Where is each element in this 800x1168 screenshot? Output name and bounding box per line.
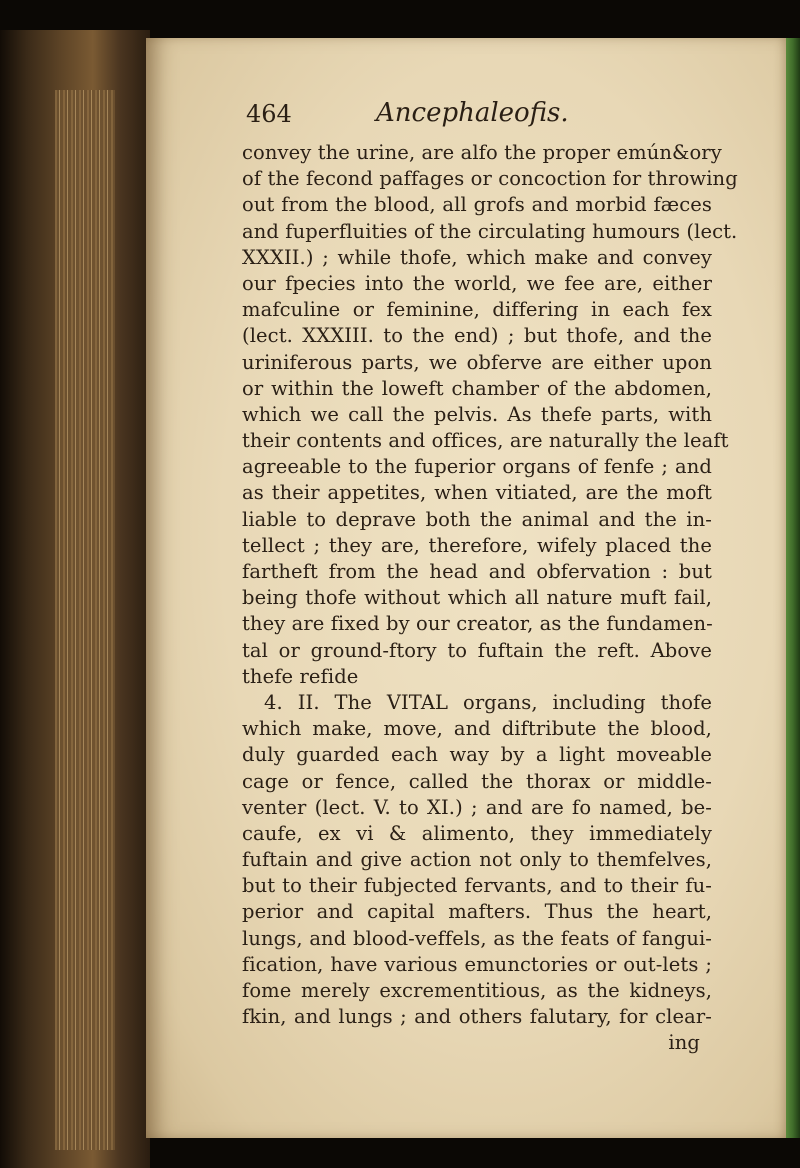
running-head: Ancephaleofis.	[376, 98, 569, 128]
text-line: cage or fence, called the thorax or middle-	[242, 769, 712, 793]
text-line: fuftain and give action not only to themfelves,	[242, 848, 712, 872]
text-line: fkin, and lungs ; and others falutary, for clear-	[242, 1005, 712, 1029]
text-line: agreeable to the fuperior organs of fenfe ; and	[242, 455, 712, 479]
text-line: duly guarded each way by a light moveable	[242, 743, 712, 767]
text-line: as their appetites, when vitiated, are the moft	[242, 481, 712, 505]
text-line: venter (lect. V. to XI.) ; and are fo named, be-	[242, 795, 712, 819]
book-binding	[0, 30, 150, 1168]
text-line: their contents and offices, are naturally the leaft	[242, 429, 729, 453]
text-line: fome merely excrementitious, as the kidneys,	[242, 979, 712, 1002]
text-line: out from the blood, all grofs and morbid fæces	[242, 193, 712, 217]
catchword: ing	[668, 1031, 700, 1055]
body-text	[242, 140, 738, 1057]
text-line: thefe refide	[242, 664, 359, 688]
text-line: fication, have various emunctories or out-lets ;	[242, 952, 712, 976]
text-line: but to their fubjected fervants, and to their fu-	[242, 874, 712, 898]
book-page	[146, 38, 786, 1138]
right-cover-edge	[786, 38, 800, 1138]
text-line: they are fixed by our creator, as the fundamen-	[242, 612, 713, 636]
text-line: caufe, ex vi & alimento, they immediately	[242, 821, 712, 845]
text-line: uriniferous parts, we obferve are either upon	[242, 350, 712, 374]
text-line: fartheft from the head and obfervation : but	[242, 560, 712, 583]
text-line: lungs, and blood-veffels, as the feats of fangui-	[242, 926, 712, 950]
text-line: XXXII.) ; while thofe, which make and convey	[242, 245, 712, 269]
text-line: (lect. XXXIII. to the end) ; but thofe, and the	[242, 324, 712, 348]
text-line: tal or ground-ftory to fuftain the reft. Above	[242, 638, 712, 662]
text-line: convey the urine, are alfo the proper emún&ory	[242, 141, 722, 164]
text-line: liable to deprave both the animal and the in-	[242, 507, 712, 531]
text-line: and fuperfluities of the circulating humours (lect.	[242, 219, 738, 243]
text-line: mafculine or feminine, differing in each fex	[242, 298, 712, 322]
text-line: 4. II. The VITAL organs, including thofe	[264, 690, 712, 714]
text-line: tellect ; they are, therefore, wifely placed the	[242, 533, 712, 557]
text-line: perior and capital mafters. Thus the heart,	[242, 900, 712, 924]
text-line: being thofe without which all nature muft fail,	[242, 586, 712, 610]
text-line: of the fecond paffages or concoction for throwing	[242, 167, 738, 191]
text-line: or within the loweft chamber of the abdomen,	[242, 376, 712, 400]
text-line: our fpecies into the world, we fee are, either	[242, 271, 712, 295]
text-line: which we call the pelvis. As thefe parts, with	[242, 402, 712, 426]
page-number: 464	[246, 100, 292, 128]
text-line: which make, move, and diftribute the blood,	[242, 717, 712, 741]
page-edges	[55, 90, 115, 1150]
page-header	[246, 100, 726, 140]
